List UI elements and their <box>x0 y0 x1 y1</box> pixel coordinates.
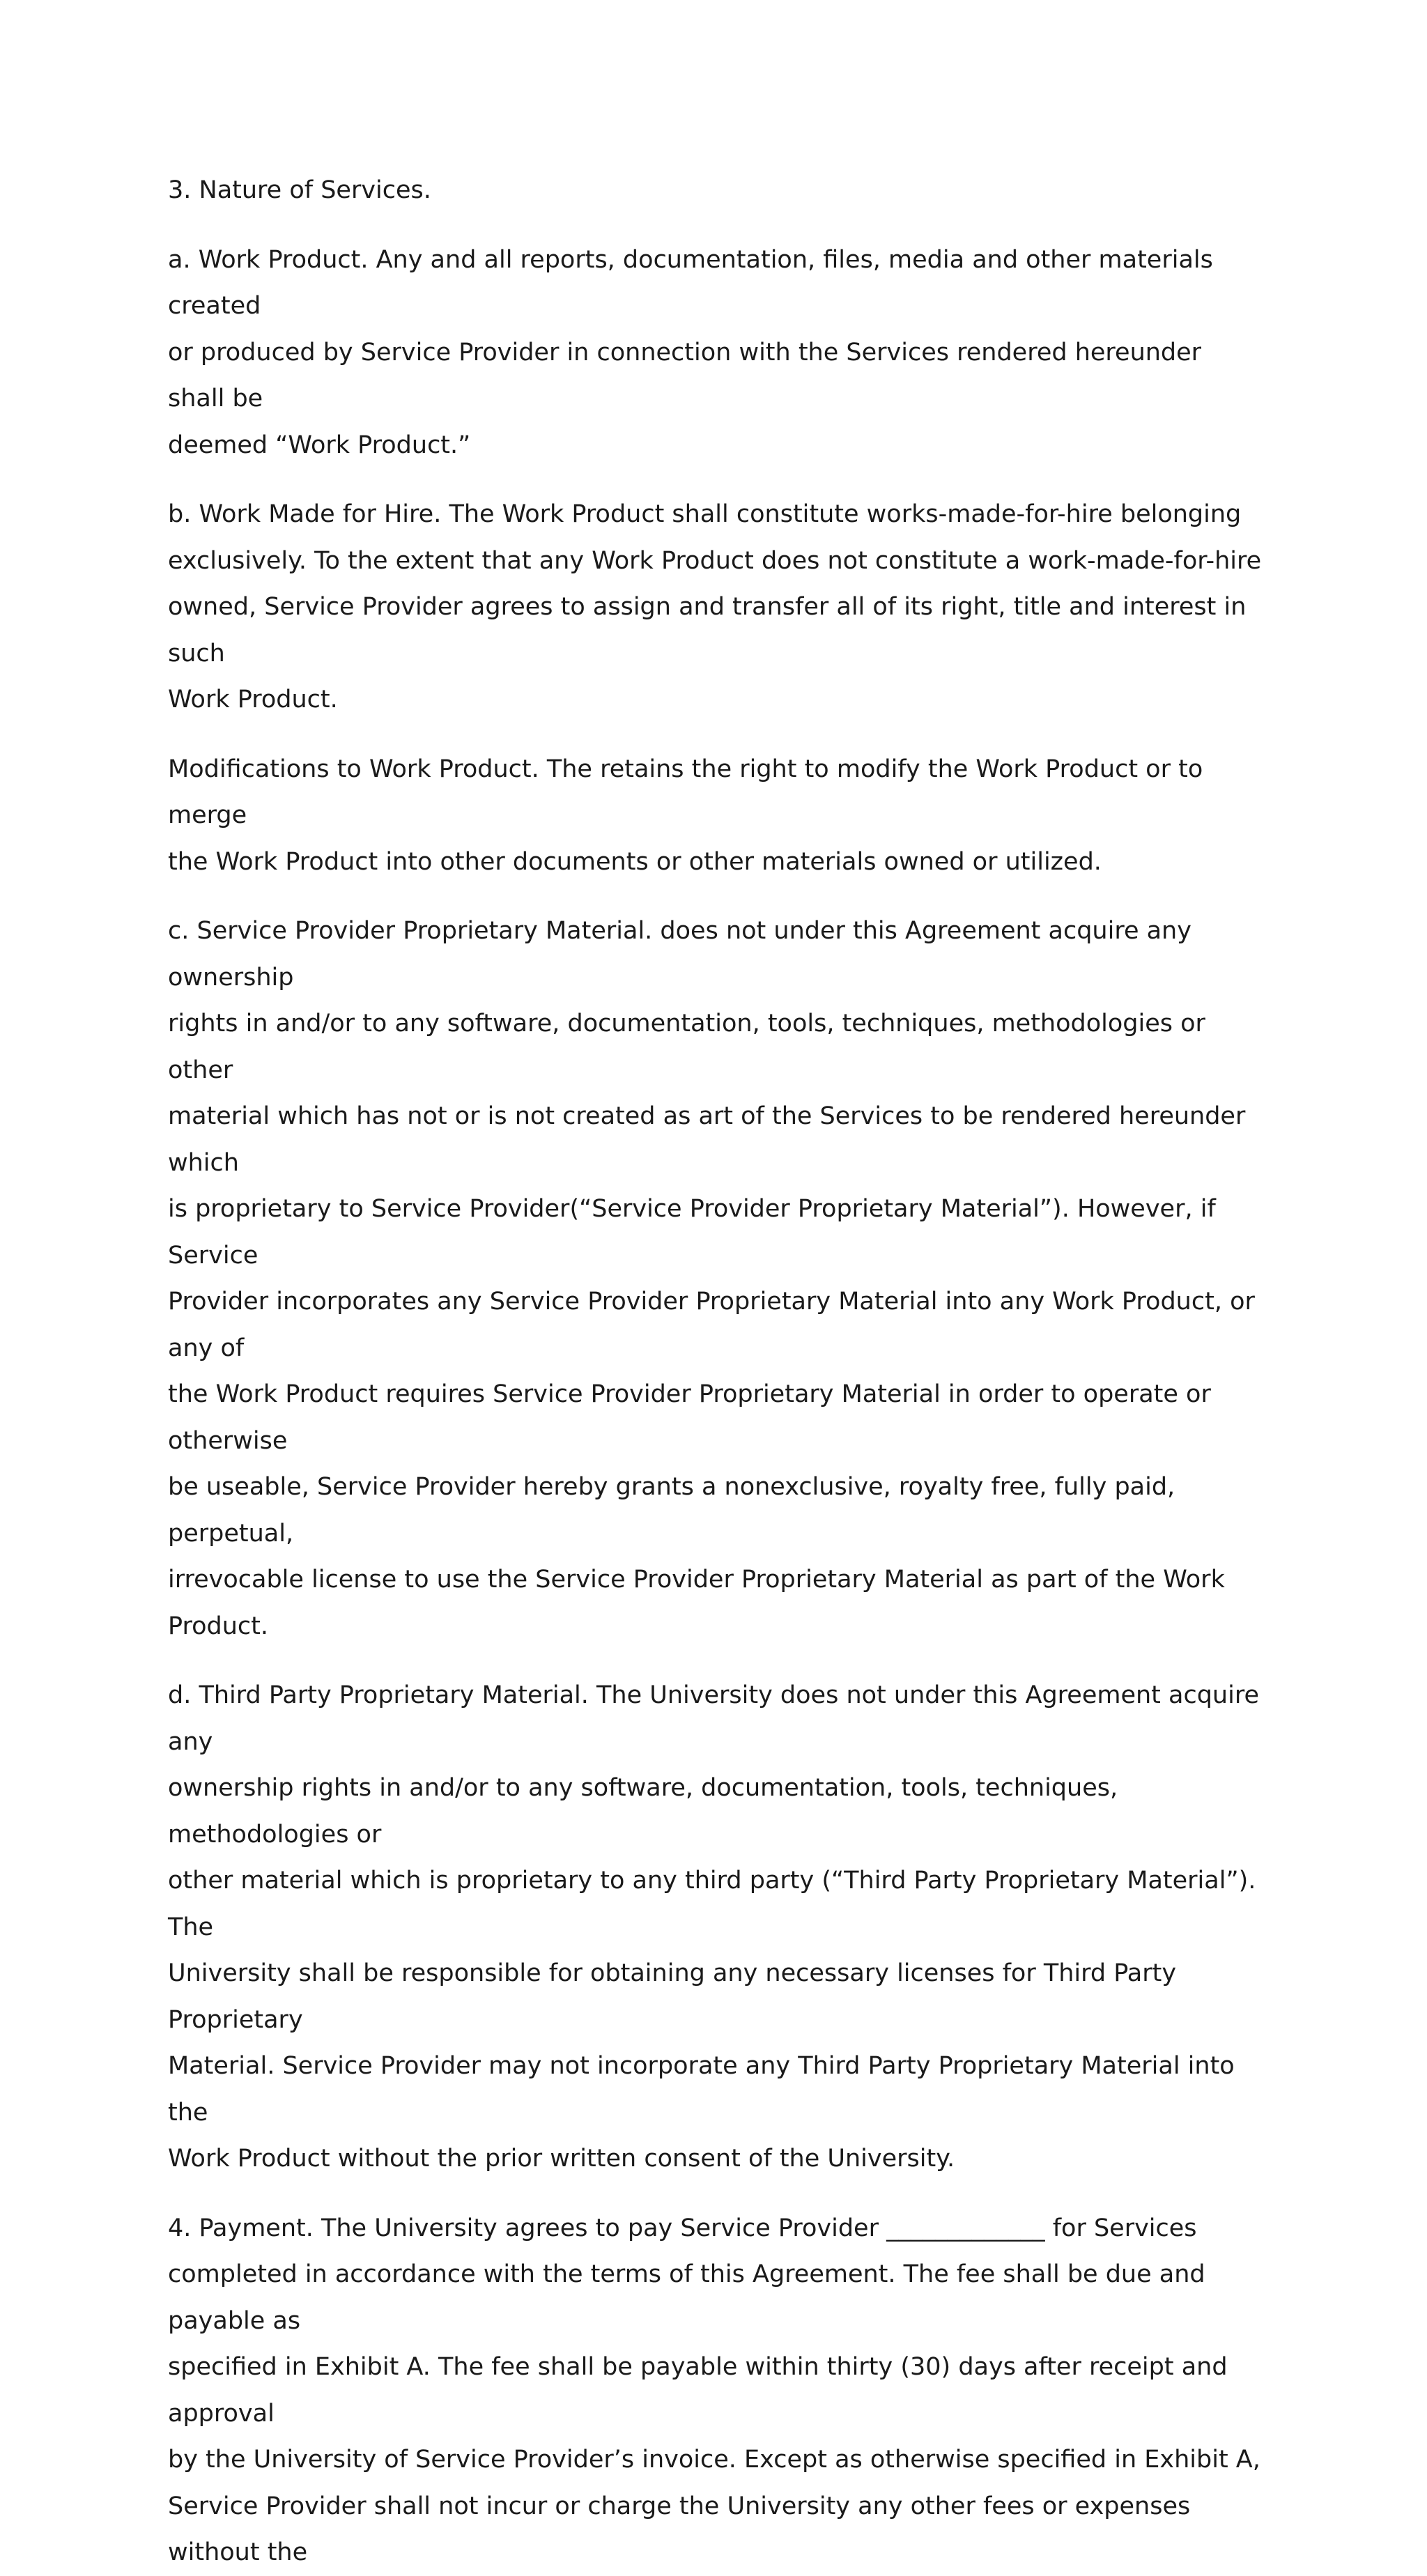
clause-c-service-provider-material: c. Service Provider Proprietary Material. does not under this Agreement acquire any ownership rights in and/or to any software, documentation, tools, techniques, methodologies or other material which has not or is not created as art of the Services to be rendered hereunder which is proprietary to Service Provider(“Service Provider Proprietary Material”). However, if Service Provider incorporates any Service Provider Proprietary Material into any Work Product, or any of the Work Product requires Service Provider Proprietary Material in order to operate or otherwise be useable, Service Provider hereby grants a nonexclusive, royalty free, fully paid, perpetual, irrevocable license to use the Service Provider Proprietary Material as part of the Work Product. <box>168 917 1255 1640</box>
section-4-payment: 4. Payment. The University agrees to pay Service Provider _____________ for Services completed in accordance with the terms of this Agreement. The fee shall be due and payable as specified in Exhibit A. The fee shall be payable within thirty (30) days after receipt and approval by the University of Service Provider’s invoice. Except as otherwise specified in Exhibit A, Service Provider shall not incur or charge the University any other fees or expenses without the <box>168 2214 1260 2566</box>
clause-b-work-made-for-hire: b. Work Made for Hire. The Work Product shall constitute works-made-for-hire belonging exclusively. To the extent that any Work Product does not constitute a work-made-for-hire owned, Service Provider agrees to assign and transfer all of its right, title and interest in such Work Product. <box>168 500 1262 714</box>
section-3-heading: 3. Nature of Services. <box>168 176 431 204</box>
modifications-paragraph: Modifications to Work Product. The retains the right to modify the Work Product or to merge the Work Product into other documents or other materials owned or utilized. <box>168 755 1203 876</box>
document-body <box>168 167 1262 2576</box>
clause-a-work-product: a. Work Product. Any and all reports, documentation, files, media and other materials created or produced by Service Provider in connection with the Services rendered hereunder shall be deemed “Work Product.” <box>168 245 1213 459</box>
clause-d-third-party-material: d. Third Party Proprietary Material. The University does not under this Agreement acquire any ownership rights in and/or to any software, documentation, tools, techniques, methodologies or other material which is proprietary to any third party (“Third Party Proprietary Material”). The University shall be responsible for obtaining any necessary licenses for Third Party Proprietary Material. Service Provider may not incorporate any Third Party Proprietary Material into the Work Product without the prior written consent of the University. <box>168 1681 1259 2173</box>
